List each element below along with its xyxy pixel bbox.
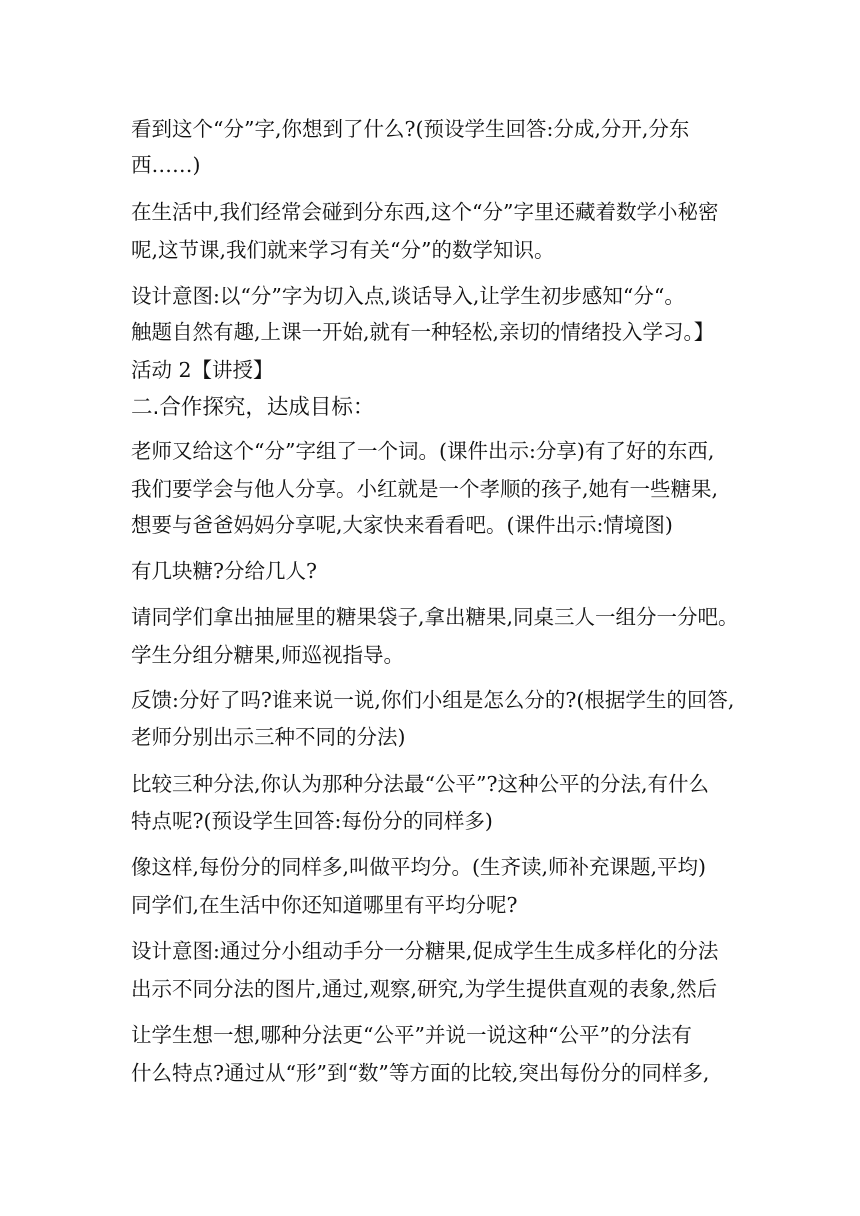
text-line: 反馈:分好了吗?谁来说一说,你们小组是怎么分的?(根据学生的回答, (131, 688, 735, 712)
activity-label: 活动 2【讲授】 (131, 358, 274, 382)
text-line: 触题自然有趣,上课一开始,就有一种轻松,亲切的情绪投入学习。】 (131, 320, 715, 344)
text-line: 同学们,在生活中你还知道哪里有平均分呢? (131, 893, 518, 917)
text-line: 像这样,每份分的同样多,叫做平均分。(生齐读,师补充课题,平均) (131, 855, 707, 879)
text-line: 比较三种分法,你认为那种分法最“公平”?这种公平的分法,有什么 (131, 772, 709, 796)
text-line: 在生活中,我们经常会碰到分东西,这个“分”字里还藏着数学小秘密 (131, 200, 719, 224)
text-line: 看到这个“分”字,你想到了什么?(预设学生回答:分成,分开,分东 (131, 117, 690, 141)
text-line: 我们要学会与他人分享。小红就是一个孝顺的孩子,她有一些糖果, (131, 477, 719, 501)
section-heading: 二.合作探究，达成目标： (131, 395, 375, 420)
text-line: 设计意图:以“分”字为切入点,谈话导入,让学生初步感知“分“。 (131, 284, 685, 308)
text-line: 西……) (131, 153, 201, 177)
text-line: 设计意图:通过分小组动手分一分糖果,促成学生生成多样化的分法 (131, 939, 719, 963)
text-line: 什么特点?通过从“形”到“数”等方面的比较,突出每份分的同样多, (131, 1061, 710, 1085)
text-line: 有几块糖?分给几人? (131, 559, 317, 583)
text-line: 请同学们拿出抽屉里的糖果袋子,拿出糖果,同桌三人一组分一分吧。 (131, 605, 739, 629)
text-line: 老师又给这个“分”字组了一个词。(课件出示:分享)有了好的东西, (131, 439, 715, 463)
text-line: 想要与爸爸妈妈分享呢,大家快来看看吧。(课件出示:情境图) (131, 513, 673, 537)
text-line: 让学生想一想,哪种分法更“公平”并说一说这种“公平”的分法有 (131, 1023, 692, 1047)
text-line: 出示不同分法的图片,通过,观察,研究,为学生提供直观的表象,然后 (131, 977, 718, 1001)
text-line: 特点呢?(预设学生回答:每份分的同样多) (131, 809, 493, 833)
text-line: 老师分别出示三种不同的分法) (131, 725, 406, 749)
text-line: 学生分组分糖果,师巡视指导。 (131, 643, 405, 667)
text-line: 呢,这节课,我们就来学习有关“分”的数学知识。 (131, 238, 555, 262)
